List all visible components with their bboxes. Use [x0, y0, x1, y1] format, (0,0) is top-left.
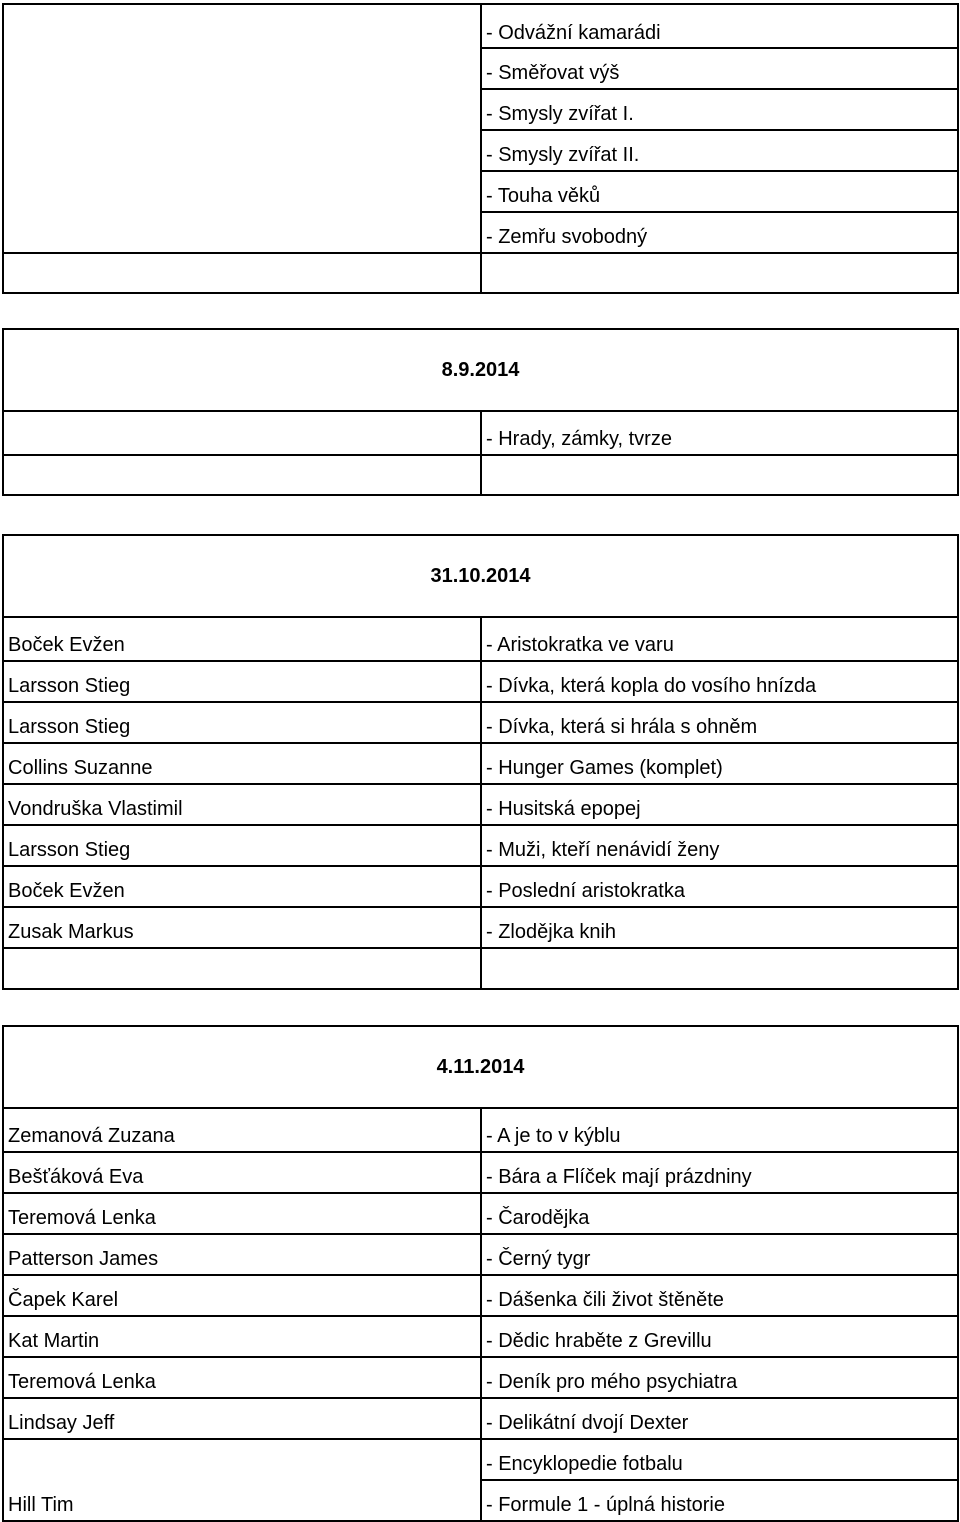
title-cell: - A je to v kýblu	[481, 1108, 958, 1152]
table-row	[3, 1234, 958, 1275]
author-cell: Teremová Lenka	[3, 1357, 481, 1398]
title-cell: - Černý tygr	[481, 1234, 958, 1275]
title-cell: - Dášenka čili život štěněte	[481, 1275, 958, 1316]
table-row	[3, 784, 958, 825]
table-row	[3, 702, 958, 743]
title-cell: - Bára a Flíček mají prázdniny	[481, 1152, 958, 1193]
title-cell: - Touha věků	[481, 171, 958, 212]
title-cell: - Čarodějka	[481, 1193, 958, 1234]
title-cell	[481, 948, 958, 989]
author-cell: Larsson Stieg	[3, 825, 481, 866]
table-row	[3, 866, 958, 907]
author-cell: Larsson Stieg	[3, 661, 481, 702]
title-cell: - Husitská epopej	[481, 784, 958, 825]
title-cell: - Zemřu svobodný	[481, 212, 958, 253]
book-list-table-3	[2, 534, 959, 990]
author-cell: Teremová Lenka	[3, 1193, 481, 1234]
table-row	[3, 743, 958, 784]
author-cell: Kat Martin	[3, 1316, 481, 1357]
title-cell: - Muži, kteří nenávidí ženy	[481, 825, 958, 866]
author-cell: Lindsay Jeff	[3, 1398, 481, 1439]
author-cell	[3, 411, 481, 455]
table-row	[3, 661, 958, 702]
title-cell: - Smysly zvířat I.	[481, 89, 958, 130]
title-cell: - Dívka, která kopla do vosího hnízda	[481, 661, 958, 702]
title-cell: - Encyklopedie fotbalu	[481, 1439, 958, 1480]
table-row	[3, 907, 958, 948]
author-cell	[3, 948, 481, 989]
title-cell: - Aristokratka ve varu	[481, 617, 958, 661]
table-row	[3, 1357, 958, 1398]
table-row	[3, 1193, 958, 1234]
title-cell: - Dědic hraběte z Grevillu	[481, 1316, 958, 1357]
title-cell: - Dívka, která si hrála s ohněm	[481, 702, 958, 743]
author-cell	[3, 4, 481, 253]
author-cell: Hill Tim	[3, 1439, 481, 1521]
author-cell	[3, 253, 481, 293]
author-cell: Patterson James	[3, 1234, 481, 1275]
date-row	[3, 535, 958, 617]
title-cell: - Formule 1 - úplná historie	[481, 1480, 958, 1521]
title-cell: - Smysly zvířat II.	[481, 130, 958, 171]
table-row	[3, 253, 958, 293]
table-row	[3, 411, 958, 455]
author-cell: Vondruška Vlastimil	[3, 784, 481, 825]
date-row	[3, 329, 958, 411]
author-cell: Zusak Markus	[3, 907, 481, 948]
title-cell	[481, 253, 958, 293]
date-heading: 4.11.2014	[3, 1026, 958, 1108]
title-cell: - Delikátní dvojí Dexter	[481, 1398, 958, 1439]
author-cell: Boček Evžen	[3, 617, 481, 661]
table-row	[3, 825, 958, 866]
table-row	[3, 948, 958, 989]
author-cell: Larsson Stieg	[3, 702, 481, 743]
title-cell: - Zlodějka knih	[481, 907, 958, 948]
table-row	[3, 1152, 958, 1193]
title-cell: - Směřovat výš	[481, 48, 958, 89]
table-row	[3, 1439, 958, 1480]
title-cell: - Hunger Games (komplet)	[481, 743, 958, 784]
date-heading: 8.9.2014	[3, 329, 958, 411]
table-row	[3, 1316, 958, 1357]
date-row	[3, 1026, 958, 1108]
title-cell: - Poslední aristokratka	[481, 866, 958, 907]
author-cell: Boček Evžen	[3, 866, 481, 907]
book-list-table-2	[2, 328, 959, 496]
title-cell	[481, 455, 958, 495]
book-list-table-4	[2, 1025, 959, 1522]
author-cell: Bešťáková Eva	[3, 1152, 481, 1193]
author-cell: Zemanová Zuzana	[3, 1108, 481, 1152]
author-cell	[3, 455, 481, 495]
table-row	[3, 1275, 958, 1316]
table-row	[3, 617, 958, 661]
table-row	[3, 1398, 958, 1439]
title-cell: - Odvážní kamarádi	[481, 4, 958, 48]
date-heading: 31.10.2014	[3, 535, 958, 617]
table-row	[3, 1108, 958, 1152]
author-cell: Collins Suzanne	[3, 743, 481, 784]
author-cell: Čapek Karel	[3, 1275, 481, 1316]
title-cell: - Deník pro mého psychiatra	[481, 1357, 958, 1398]
table-row	[3, 4, 958, 48]
table-row	[3, 455, 958, 495]
book-list-table-1	[2, 3, 959, 294]
title-cell: - Hrady, zámky, tvrze	[481, 411, 958, 455]
